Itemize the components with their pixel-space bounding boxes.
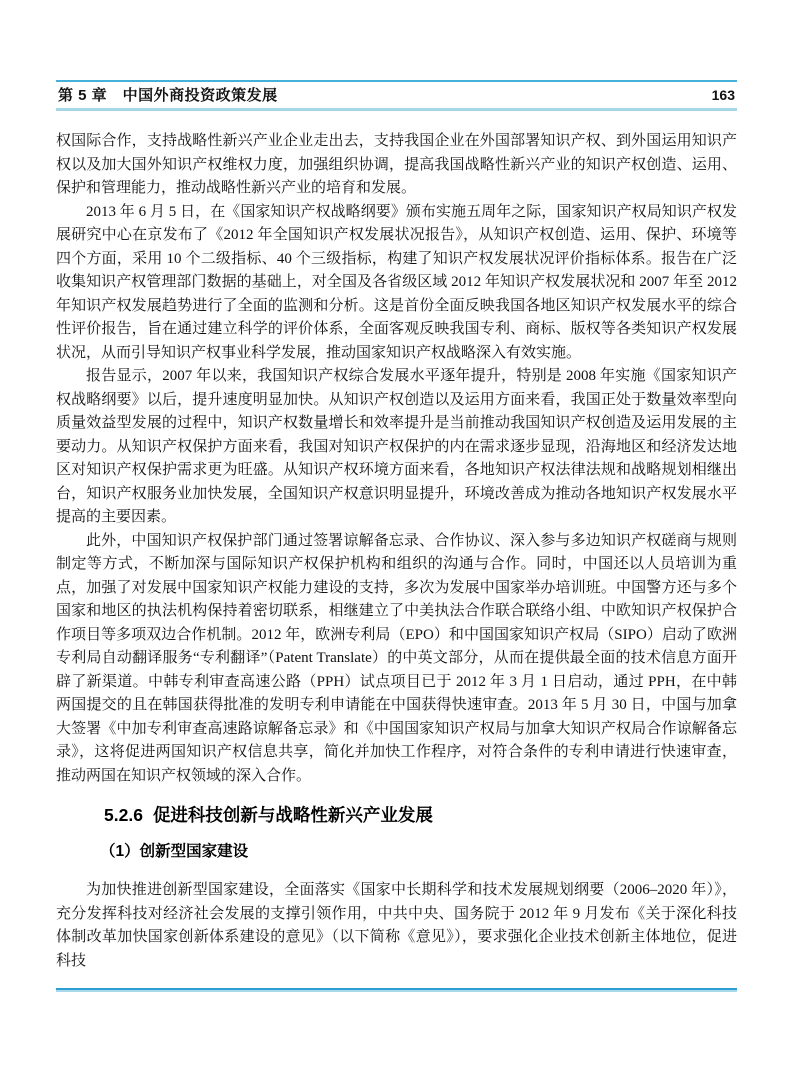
footer-rule <box>56 988 737 992</box>
paragraph-continuation: 权国际合作，支持战略性新兴产业企业走出去，支持我国企业在外国部署知识产权、到外国运用知识产权以及加大国外知识产权维权力度，加强组织协调，提高我国战略性新兴产业的知识产权创造、运用、保护和管理能力，推动战略性新兴产业的培育和发展。 <box>56 133 737 196</box>
chapter-title: 第 5 章 中国外商投资政策发展 <box>58 87 278 104</box>
paragraph: 为加快推进创新型国家建设，全面落实《国家中长期科学和技术发展规划纲要（2006–2020 年）》，充分发挥科技对经济社会发展的支撑引领作用，中共中央、国务院于 2012 年 9 月发布《关于深化科技体制改革加快国家创新体系建设的意见》（以下简称《意见》），要求强化企业技术创新主体地位，促进科技 <box>56 882 737 969</box>
page-body <box>56 130 737 973</box>
paragraph: 报告显示，2007 年以来，我国知识产权综合发展水平逐年提升，特别是 2008 年实施《国家知识产权战略纲要》以后，提升速度明显加快。从知识产权创造以及运用方面来看，我国正处于数量效率型向质量效益型发展的过程中，知识产权数量增长和效率提升是当前推动我国知识产权创造及运用发展的主要动力。从知识产权保护方面来看，我国对知识产权保护的内在需求逐步显现，沿海地区和经济发达地区对知识产权保护需求更为旺盛。从知识产权环境方面来看，各地知识产权法律法规和战略规划相继出台，知识产权服务业加快发展，全国知识产权意识明显提升，环境改善成为推动各地知识产权发展水平提高的主要因素。 <box>56 368 737 525</box>
page-header <box>56 80 737 111</box>
section-title: 促进科技创新与战略性新兴产业发展 <box>152 805 433 825</box>
subsection-heading: （1）创新型国家建设 <box>100 843 249 860</box>
paragraph: 此外，中国知识产权保护部门通过签署谅解备忘录、合作协议、深入参与多边知识产权磋商与规则制定等方式，不断加深与国际知识产权保护机构和组织的沟通与合作。同时，中国还以人员培训为重点，加强了对发展中国家知识产权能力建设的支持，多次为发展中国家举办培训班。中国警方还与多个国家和地区的执法机构保持着密切联系，相继建立了中美执法合作联合联络小组、中欧知识产权保护合作项目等多项双边合作机制。2012 年，欧洲专利局（EPO）和中国国家知识产权局（SIPO）启动了欧洲专利局自动翻译服务“专利翻译”（Patent Translate）的中英文部分，从而在提供最全面的技术信息方面开辟了新渠道。中韩专利审查高速公路（PPH）试点项目已于 2012 年 3 月 1 日启动，通过 PPH，在中韩两国提交的且在韩国获得批准的发明专利申请能在中国获得快速审查。2013 年 5 月 30 日，中国与加拿大签署《中加专利审查高速路谅解备忘录》和《中国国家知识产权局与加拿大知识产权局合作谅解备忘录》，这将促进两国知识产权信息共享，简化并加快工作程序，对符合条件的专利申请进行快速审查，推动两国在知识产权领域的深入合作。 <box>56 532 737 784</box>
section-heading <box>104 803 737 827</box>
page-number: 163 <box>711 86 735 103</box>
paragraph: 2013 年 6 月 5 日，在《国家知识产权战略纲要》颁布实施五周年之际，国家知识产权局知识产权发展研究中心在京发布了《2012 年全国知识产权发展状况报告》，从知识产权创造、运用、保护、环境等四个方面，采用 10 个二级指标、40 个三级指标，构建了知识产权发展状况评价指标体系。报告在广泛收集知识产权管理部门数据的基础上，对全国及各省级区域 2012 年知识产权发展状况和 2007 年至 2012 年知识产权发展趋势进行了全面的监测和分析。这是首份全面反映我国各地区知识产权发展水平的综合性评价报告，旨在通过建立科学的评价体系，全面客观反映我国专利、商标、版权等各类知识产权发展状况，从而引导知识产权事业科学发展，推动国家知识产权战略深入有效实施。 <box>56 203 737 361</box>
section-number: 5.2.6 <box>104 805 143 825</box>
